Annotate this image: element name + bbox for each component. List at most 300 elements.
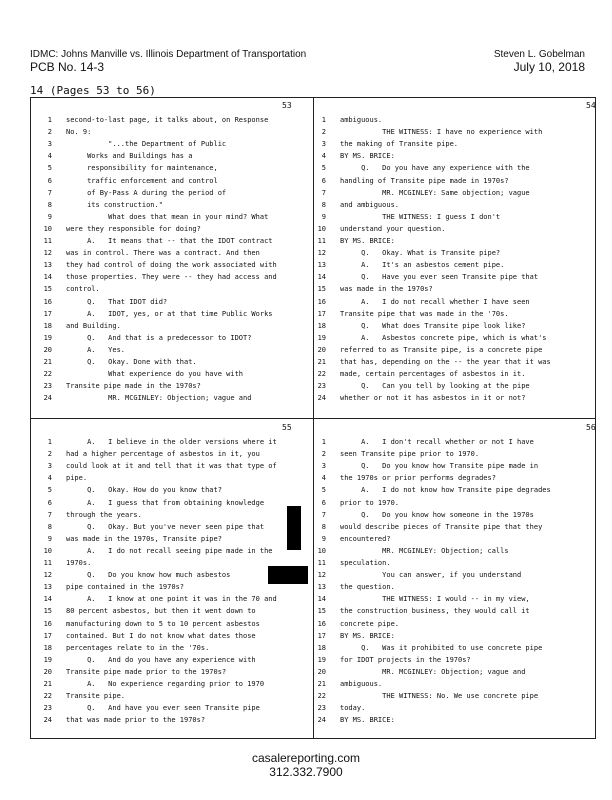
line-text: and Building.: [66, 321, 121, 330]
line-text: contained. But I do not know what dates those: [66, 631, 256, 640]
transcript-line: [314, 642, 594, 654]
line-number: 4: [47, 152, 52, 161]
row-divider: [30, 418, 596, 419]
line-text: Q. Okay. But you've never seen pipe that: [66, 522, 265, 531]
line-text: Q. Do you have any experience with the: [340, 164, 530, 173]
line-number: 9: [47, 212, 52, 221]
line-text: THE WITNESS: I guess I don't: [340, 212, 501, 221]
line-number: 8: [47, 200, 52, 209]
page-number: 53: [282, 101, 292, 110]
line-number: 22: [43, 692, 52, 701]
deposition-date: July 10, 2018: [513, 60, 585, 74]
line-text: ambiguous.: [340, 680, 383, 688]
line-number: 6: [321, 176, 326, 185]
transcript-line: [314, 380, 594, 392]
line-number: 7: [321, 188, 326, 197]
line-number: 23: [317, 382, 326, 391]
line-text: made, certain percentages of asbestos in it.: [340, 370, 526, 379]
line-number: 10: [317, 224, 326, 233]
transcript-line: [40, 666, 306, 678]
transcript-line: [314, 484, 594, 496]
line-text: through the years.: [66, 510, 142, 519]
transcript-line: [314, 368, 594, 380]
line-number: 22: [317, 692, 326, 701]
line-number: 24: [43, 394, 52, 403]
transcript-line: [40, 630, 306, 642]
line-number: 20: [43, 345, 52, 354]
transcript-line: [314, 690, 594, 702]
line-text: and ambiguous.: [340, 200, 400, 209]
line-number: 13: [43, 583, 52, 592]
line-number: 3: [47, 462, 52, 471]
line-text: 1970s.: [66, 559, 92, 567]
line-number: 2: [47, 128, 52, 137]
transcript-line: [314, 162, 594, 174]
line-number: 14: [43, 595, 52, 604]
transcript-line: [40, 356, 306, 368]
line-text: What does that mean in your mind? What: [66, 212, 269, 221]
line-number: 24: [317, 394, 326, 403]
line-number: 23: [317, 704, 326, 713]
transcript-line: [40, 308, 306, 320]
line-text: concrete pipe.: [340, 619, 400, 628]
line-text: traffic enforcement and control: [66, 176, 218, 185]
transcript-line: [314, 533, 594, 545]
line-text: MR. MCGINLEY: Same objection; vague: [340, 188, 530, 197]
line-number: 3: [321, 140, 326, 149]
transcript-line: [314, 545, 594, 557]
line-number: 6: [47, 176, 52, 185]
line-text: those properties. They were -- they had access and: [66, 273, 277, 282]
line-text: prior to 1970.: [340, 498, 400, 507]
transcript-line: [40, 533, 306, 545]
line-number: 1: [321, 116, 326, 124]
transcript-line: [314, 114, 594, 126]
transcript-line: [40, 150, 306, 162]
transcript-line: [40, 247, 306, 259]
line-number: 2: [321, 128, 326, 137]
line-text: had a higher percentage of asbestos in it, you: [66, 450, 260, 459]
line-number: 16: [43, 297, 52, 306]
line-number: 3: [321, 462, 326, 471]
line-number: 8: [47, 522, 52, 531]
line-number: 4: [47, 474, 52, 483]
line-text: BY MS. BRICE:: [340, 237, 395, 245]
line-text: BY MS. BRICE:: [340, 152, 395, 161]
line-number: 21: [43, 680, 52, 688]
transcript-line: [314, 320, 594, 332]
transcript-line: [40, 593, 306, 605]
line-text: A. Asbestos concrete pipe, which is what's: [340, 333, 547, 342]
line-number: 4: [321, 152, 326, 161]
line-number: 10: [43, 546, 52, 555]
transcript-line: [40, 392, 306, 404]
line-number: 21: [317, 680, 326, 688]
line-text: Q. And have you ever seen Transite pipe: [66, 704, 260, 713]
transcript-line: [314, 557, 594, 569]
line-number: 6: [47, 498, 52, 507]
transcript-line: [40, 211, 306, 223]
transcript-line: [40, 448, 306, 460]
line-number: 8: [321, 200, 326, 209]
transcript-line: [314, 150, 594, 162]
line-number: 5: [321, 164, 326, 173]
redaction-box: [268, 566, 308, 584]
line-number: 16: [43, 619, 52, 628]
line-number: 24: [43, 716, 52, 725]
line-text: No. 9:: [66, 128, 92, 137]
line-text: that was made prior to the 1970s?: [66, 716, 206, 725]
line-text: were they responsible for doing?: [66, 224, 201, 233]
line-text: Transite pipe.: [66, 692, 126, 701]
line-number: 24: [317, 716, 326, 725]
transcript-line: [40, 521, 306, 533]
line-text: responsibility for maintenance,: [66, 164, 218, 173]
line-number: 1: [47, 438, 52, 446]
transcript-line: [40, 436, 306, 448]
line-number: 17: [43, 309, 52, 318]
line-text: A. It means that -- that the IDOT contract: [66, 237, 273, 245]
transcript-line: [40, 581, 306, 593]
witness-name: Steven L. Gobelman: [493, 49, 585, 60]
line-text: the making of Transite pipe.: [340, 140, 459, 149]
line-number: 19: [317, 333, 326, 342]
transcript-line: [40, 569, 306, 581]
line-number: 11: [43, 237, 52, 245]
line-number: 11: [317, 559, 326, 567]
line-number: 3: [47, 140, 52, 149]
transcript-line: [40, 380, 306, 392]
line-number: 19: [43, 333, 52, 342]
transcript-line: [40, 175, 306, 187]
transcript-line: [314, 593, 594, 605]
transcript-line: [40, 618, 306, 630]
line-number: 16: [317, 619, 326, 628]
line-number: 20: [43, 667, 52, 676]
transcript-line: [40, 690, 306, 702]
transcript-line: [314, 605, 594, 617]
line-number: 18: [317, 643, 326, 652]
line-text: Q. Do you know how much asbestos: [66, 571, 231, 580]
transcript-line: [40, 702, 306, 714]
transcript-line: [314, 308, 594, 320]
transcript-line: [40, 114, 306, 126]
footer-website: casalereporting.com: [251, 751, 361, 765]
line-number: 11: [43, 559, 52, 567]
page-number: 55: [282, 423, 292, 432]
transcript-line: [314, 630, 594, 642]
transcript-line: [314, 211, 594, 223]
line-text: encountered?: [340, 534, 391, 543]
redaction-box: [287, 506, 301, 550]
transcript-line: [40, 223, 306, 235]
line-text: A. I do not recall whether I have seen: [340, 297, 530, 306]
line-number: 5: [321, 486, 326, 495]
line-text: they had control of doing the work associated with: [66, 261, 277, 270]
line-number: 11: [317, 237, 326, 245]
line-text: was made in the 1970s?: [340, 285, 433, 294]
line-text: A. IDOT, yes, or at that time Public Works: [66, 309, 273, 318]
line-text: MR. MCGINLEY: Objection; vague and: [340, 667, 526, 676]
footer-phone: 312.332.7900: [269, 765, 343, 779]
transcript-line: [314, 448, 594, 460]
line-text: of By-Pass A during the period of: [66, 188, 227, 197]
transcript-line: [40, 368, 306, 380]
transcript-line: [314, 259, 594, 271]
line-text: Q. Okay. What is Transite pipe?: [340, 249, 501, 258]
line-number: 23: [43, 382, 52, 391]
transcript-line: [40, 126, 306, 138]
line-text: 80 percent asbestos, but then it went down to: [66, 607, 256, 616]
line-text: Q. What does Transite pipe look like?: [340, 321, 526, 330]
line-text: Q. Was it prohibited to use concrete pipe: [340, 643, 543, 652]
transcript-line: [40, 187, 306, 199]
transcript-line: [314, 356, 594, 368]
transcript-line: [40, 472, 306, 484]
line-text: second-to-last page, it talks about, on Response: [66, 116, 269, 124]
line-number: 9: [47, 534, 52, 543]
line-text: manufacturing down to 5 to 10 percent asbestos: [66, 619, 260, 628]
transcript-line: [40, 654, 306, 666]
line-number: 23: [43, 704, 52, 713]
line-number: 15: [43, 607, 52, 616]
transcript-line: [314, 569, 594, 581]
transcript-line: [314, 199, 594, 211]
line-text: THE WITNESS: I would -- in my view,: [340, 595, 530, 604]
transcript-line: [40, 642, 306, 654]
transcript-line: [40, 714, 306, 726]
transcript-line: [40, 605, 306, 617]
transcript-line: [314, 187, 594, 199]
line-text: "...the Department of Public: [66, 140, 227, 149]
page-range: 14 (Pages 53 to 56): [30, 84, 156, 97]
transcript-line: [40, 138, 306, 150]
transcript-line: [314, 138, 594, 150]
line-text: Transite pipe made prior to the 1970s?: [66, 667, 227, 676]
line-text: whether or not it has asbestos in it or not?: [340, 394, 526, 403]
line-text: the 1970s or prior performs degrades?: [340, 474, 496, 483]
line-number: 7: [47, 510, 52, 519]
line-text: its construction.": [66, 200, 163, 209]
transcript-line: [314, 581, 594, 593]
line-text: Q. And that is a predecessor to IDOT?: [66, 333, 252, 342]
line-number: 12: [43, 571, 52, 580]
line-number: 4: [321, 474, 326, 483]
line-text: could look at it and tell that it was that type of: [66, 462, 277, 471]
line-number: 21: [317, 358, 326, 366]
line-number: 18: [43, 643, 52, 652]
page-number: 54: [586, 101, 596, 110]
line-text: pipe.: [66, 474, 88, 483]
line-number: 7: [321, 510, 326, 519]
line-number: 9: [321, 534, 326, 543]
transcript-line: [314, 666, 594, 678]
line-text: handling of Transite pipe made in 1970s?: [340, 176, 509, 185]
line-number: 12: [43, 249, 52, 258]
transcript-line: [314, 702, 594, 714]
line-number: 8: [321, 522, 326, 531]
transcript-line: [314, 521, 594, 533]
line-text: THE WITNESS: No. We use concrete pipe: [340, 692, 539, 701]
line-number: 10: [317, 546, 326, 555]
line-number: 15: [43, 285, 52, 294]
line-number: 13: [317, 583, 326, 592]
line-text: seen Transite pipe prior to 1970.: [340, 450, 480, 459]
line-number: 10: [43, 224, 52, 233]
transcript-line: [40, 460, 306, 472]
transcript-line: [314, 460, 594, 472]
line-text: Q. Do you know how Transite pipe made in: [340, 462, 539, 471]
line-number: 13: [317, 261, 326, 270]
line-text: You can answer, if you understand: [340, 571, 522, 580]
line-text: Q. Have you ever seen Transite pipe that: [340, 273, 539, 282]
transcript-line: [40, 271, 306, 283]
line-text: was in control. There was a contract. And then: [66, 249, 260, 258]
line-number: 20: [317, 667, 326, 676]
line-text: A. I know at one point it was in the 70 and: [66, 595, 277, 604]
line-number: 1: [47, 116, 52, 124]
line-number: 17: [317, 309, 326, 318]
line-text: Q. And do you have any experience with: [66, 655, 256, 664]
line-number: 21: [43, 358, 52, 366]
transcript-line: [40, 484, 306, 496]
line-text: today.: [340, 704, 366, 713]
line-number: 20: [317, 345, 326, 354]
transcript-line: [314, 223, 594, 235]
transcript-line: [40, 296, 306, 308]
line-text: Q. Okay. How do you know that?: [66, 486, 222, 495]
transcript-line: [314, 714, 594, 726]
line-number: 16: [317, 297, 326, 306]
transcript-line: [40, 557, 306, 569]
line-number: 19: [317, 655, 326, 664]
line-text: Q. Okay. Done with that.: [66, 358, 197, 366]
transcript-line: [314, 283, 594, 295]
line-number: 15: [317, 607, 326, 616]
line-number: 22: [43, 370, 52, 379]
transcript-line: [314, 247, 594, 259]
transcript-line: [314, 436, 594, 448]
transcript-line: [314, 175, 594, 187]
line-text: Q. That IDOT did?: [66, 297, 168, 306]
line-number: 15: [317, 285, 326, 294]
transcript-line: [314, 126, 594, 138]
line-text: A. I do not know how Transite pipe degrades: [340, 486, 551, 495]
transcript-line: [40, 344, 306, 356]
line-text: Q. Can you tell by looking at the pipe: [340, 382, 530, 391]
line-text: referred to as Transite pipe, is a concrete pipe: [340, 345, 543, 354]
line-text: A. I do not recall seeing pipe made in the: [66, 546, 273, 555]
transcript-line: [40, 320, 306, 332]
line-text: Transite pipe made in the 1970s?: [66, 382, 201, 391]
line-number: 17: [317, 631, 326, 640]
line-text: the question.: [340, 583, 395, 592]
line-text: Transite pipe that was made in the '70s.: [340, 309, 509, 318]
line-text: A. No experience regarding prior to 1970: [66, 680, 265, 688]
transcript-line: [314, 392, 594, 404]
line-number: 6: [321, 498, 326, 507]
transcript-line: [40, 259, 306, 271]
transcript-line: [40, 509, 306, 521]
line-text: A. I guess that from obtaining knowledge: [66, 498, 265, 507]
transcript-line: [314, 472, 594, 484]
line-number: 1: [321, 438, 326, 446]
transcript-line: [40, 235, 306, 247]
line-number: 13: [43, 261, 52, 270]
transcript-line: [314, 654, 594, 666]
line-number: 17: [43, 631, 52, 640]
line-text: would describe pieces of Transite pipe that they: [340, 522, 543, 531]
line-text: control.: [66, 285, 100, 294]
line-number: 19: [43, 655, 52, 664]
line-number: 5: [47, 164, 52, 173]
line-number: 2: [321, 450, 326, 459]
line-text: ambiguous.: [340, 116, 383, 124]
line-text: pipe contained in the 1970s?: [66, 583, 185, 592]
line-text: BY MS. BRICE:: [340, 716, 395, 725]
line-text: Works and Buildings has a: [66, 152, 193, 161]
line-text: that has, depending on the -- the year that it was: [340, 358, 551, 366]
line-text: A. I don't recall whether or not I have: [340, 438, 534, 446]
transcript-line: [40, 283, 306, 295]
case-title: IDMC: Johns Manville vs. Illinois Department of Transportation: [30, 49, 307, 60]
line-text: What experience do you have with: [66, 370, 244, 379]
line-text: MR. MCGINLEY: Objection; calls: [340, 546, 509, 555]
line-number: 12: [317, 571, 326, 580]
line-number: 18: [43, 321, 52, 330]
transcript-line: [40, 497, 306, 509]
transcript-line: [40, 545, 306, 557]
transcript-line: [40, 678, 306, 690]
line-number: 18: [317, 321, 326, 330]
transcript-line: [314, 618, 594, 630]
transcript-line: [314, 497, 594, 509]
line-text: for IDOT projects in the 1970s?: [340, 655, 471, 664]
line-text: was made in the 1970s, Transite pipe?: [66, 534, 222, 543]
line-text: speculation.: [340, 559, 391, 567]
line-number: 14: [317, 273, 326, 282]
transcript-line: [314, 235, 594, 247]
line-number: 22: [317, 370, 326, 379]
line-number: 12: [317, 249, 326, 258]
page-number: 56: [586, 423, 596, 432]
line-text: BY MS. BRICE:: [340, 631, 395, 640]
line-text: THE WITNESS: I have no experience with: [340, 128, 543, 137]
line-text: A. I believe in the older versions where it: [66, 438, 277, 446]
transcript-line: [314, 271, 594, 283]
line-number: 14: [317, 595, 326, 604]
line-number: 2: [47, 450, 52, 459]
line-text: Q. Do you know how someone in the 1970s: [340, 510, 534, 519]
case-number: PCB No. 14-3: [30, 60, 105, 74]
line-number: 9: [321, 212, 326, 221]
transcript-line: [314, 332, 594, 344]
line-text: MR. MCGINLEY: Objection; vague and: [66, 394, 252, 403]
transcript-line: [40, 332, 306, 344]
line-number: 5: [47, 486, 52, 495]
line-number: 7: [47, 188, 52, 197]
transcript-line: [40, 162, 306, 174]
transcript-line: [40, 199, 306, 211]
line-text: A. It's an asbestos cement pipe.: [340, 261, 505, 270]
line-text: A. Yes.: [66, 345, 126, 354]
line-text: the construction business, they would call it: [340, 607, 530, 616]
line-number: 14: [43, 273, 52, 282]
line-text: understand your question.: [340, 224, 446, 233]
transcript-line: [314, 509, 594, 521]
transcript-line: [314, 296, 594, 308]
transcript-line: [314, 678, 594, 690]
